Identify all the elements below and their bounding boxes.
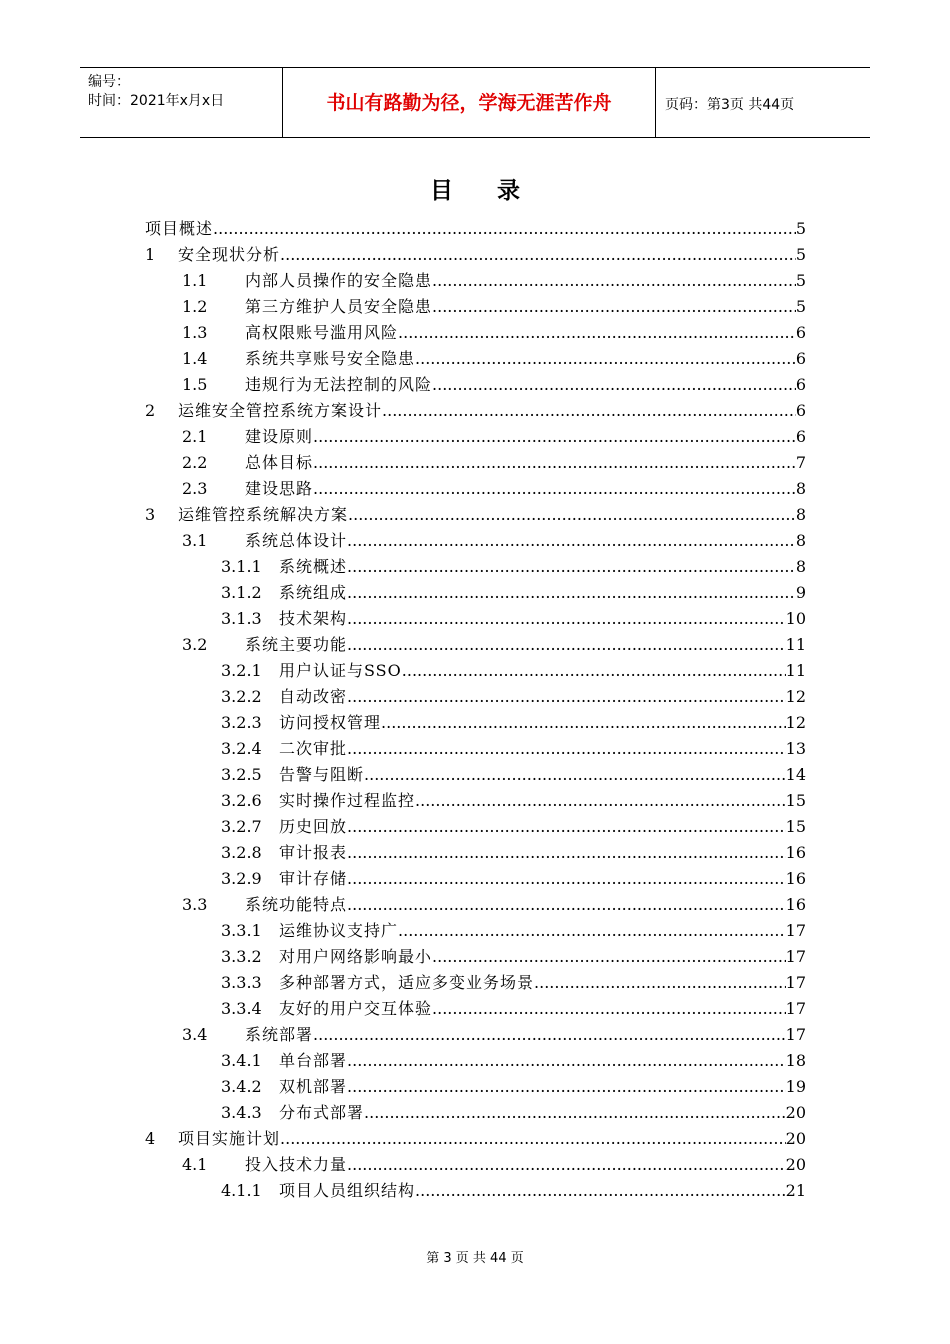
toc-entry-title: 建设思路 <box>245 479 314 498</box>
toc-entry-page: 17 <box>785 921 806 940</box>
toc-entry-page: 10 <box>785 609 806 628</box>
toc-entry-number: 3.2.5 <box>221 765 262 784</box>
toc-entry-page: 20 <box>785 1155 806 1174</box>
toc-leader-dots <box>364 762 786 788</box>
toc-entry-page: 6 <box>795 401 806 420</box>
toc-leader-dots <box>432 996 786 1022</box>
toc-entry-page: 19 <box>785 1077 806 1096</box>
toc-entry[interactable] <box>182 346 806 372</box>
toc-leader-dots <box>347 1074 786 1100</box>
toc-entry[interactable] <box>221 658 806 684</box>
toc-entry-title: 项目实施计划 <box>178 1129 281 1148</box>
toc-entry-page: 6 <box>795 349 806 368</box>
toc-entry-number: 3.1.1 <box>221 557 262 576</box>
toc-entry[interactable] <box>145 216 806 242</box>
toc-entry-title: 审计存储 <box>279 869 348 888</box>
toc-entry-line <box>279 710 806 736</box>
toc-entry-title: 运维协议支持广 <box>279 921 399 940</box>
toc-entry-line <box>245 632 806 658</box>
toc-entry-page: 17 <box>785 1025 806 1044</box>
toc-entry[interactable] <box>145 398 806 424</box>
toc-entry-page: 6 <box>795 323 806 342</box>
toc-leader-dots <box>432 268 796 294</box>
toc-entry-page: 17 <box>785 999 806 1018</box>
toc-entry[interactable] <box>221 866 806 892</box>
toc-entry-page: 17 <box>785 947 806 966</box>
toc-entry-page: 12 <box>785 687 806 706</box>
toc-entry-line <box>145 216 806 242</box>
toc-entry-number: 2.2 <box>182 453 208 472</box>
toc-entry-line <box>279 970 806 996</box>
toc-entry-line <box>279 840 806 866</box>
toc-entry-page: 16 <box>785 869 806 888</box>
toc-leader-dots <box>347 580 796 606</box>
toc-entry-number: 1.5 <box>182 375 208 394</box>
toc-entry-line <box>245 346 806 372</box>
toc-entry[interactable] <box>182 294 806 320</box>
toc-leader-dots <box>347 866 786 892</box>
toc-entry-page: 8 <box>795 557 806 576</box>
toc-entry-number: 1.2 <box>182 297 208 316</box>
toc-entry-line <box>178 242 806 268</box>
toc-title: 目录 <box>430 178 564 204</box>
toc-leader-dots <box>313 450 796 476</box>
toc-entry-number: 4.1 <box>182 1155 208 1174</box>
toc-entry-title: 运维管控系统解决方案 <box>178 505 349 524</box>
toc-entry-line <box>245 294 806 320</box>
toc-entry-title: 访问授权管理 <box>279 713 382 732</box>
toc-entry[interactable] <box>221 1074 806 1100</box>
toc-entry-page: 5 <box>795 245 806 264</box>
toc-entry-page: 20 <box>785 1103 806 1122</box>
toc-entry-line <box>245 1022 806 1048</box>
toc-entry-line <box>279 658 806 684</box>
toc-entry-number: 1 <box>145 245 156 264</box>
toc-leader-dots <box>415 1178 786 1204</box>
toc-entry-line <box>279 866 806 892</box>
toc-leader-dots <box>348 502 796 528</box>
toc-entry-title: 系统共享账号安全隐患 <box>245 349 416 368</box>
toc-entry-number: 3.3.3 <box>221 973 262 992</box>
toc-entry-title: 系统部署 <box>245 1025 314 1044</box>
toc-entry-page: 16 <box>785 895 806 914</box>
toc-entry-page: 8 <box>795 479 806 498</box>
toc-entry[interactable] <box>182 320 806 346</box>
toc-entry-number: 3.2.4 <box>221 739 262 758</box>
toc-entry-number: 3.4.3 <box>221 1103 262 1122</box>
toc-leader-dots <box>347 814 786 840</box>
header-page-info: 页码：第3页 共44页 <box>665 97 795 113</box>
toc-entry-line <box>279 684 806 710</box>
toc-entry-title: 系统功能特点 <box>245 895 348 914</box>
toc-entry-line <box>245 372 806 398</box>
toc-entry[interactable] <box>182 450 806 476</box>
toc-entry-title: 系统组成 <box>279 583 348 602</box>
toc-leader-dots <box>313 476 796 502</box>
toc-entry-title: 实时操作过程监控 <box>279 791 416 810</box>
toc-leader-dots <box>415 788 786 814</box>
toc-leader-dots <box>347 892 786 918</box>
toc-entry-title: 系统主要功能 <box>245 635 348 654</box>
toc-entry-number: 3.2.9 <box>221 869 262 888</box>
toc-entry-title: 项目概述 <box>145 219 214 238</box>
toc-entry-page: 8 <box>795 531 806 550</box>
toc-entry-line <box>245 424 806 450</box>
toc-leader-dots <box>347 632 786 658</box>
toc-entry-line <box>245 476 806 502</box>
page-header <box>80 67 870 138</box>
toc-leader-dots <box>313 1022 786 1048</box>
toc-entry[interactable] <box>182 268 806 294</box>
toc-entry-title: 二次审批 <box>279 739 348 758</box>
toc-entry[interactable] <box>221 710 806 736</box>
toc-entry-title: 安全现状分析 <box>178 245 281 264</box>
toc-leader-dots <box>382 398 796 424</box>
toc-entry-number: 3.2.7 <box>221 817 262 836</box>
toc-leader-dots <box>347 554 796 580</box>
toc-entry-number: 3.2.3 <box>221 713 262 732</box>
toc-entry[interactable] <box>145 502 806 528</box>
toc-entry-number: 3.2.1 <box>221 661 262 680</box>
toc-entry[interactable] <box>221 736 806 762</box>
toc-entry[interactable] <box>182 892 806 918</box>
toc-entry-line <box>279 1048 806 1074</box>
document-number-label: 编号： <box>88 74 130 90</box>
toc-entry-title: 双机部署 <box>279 1077 348 1096</box>
toc-entry-title: 系统概述 <box>279 557 348 576</box>
toc-entry[interactable] <box>221 944 806 970</box>
toc-entry[interactable] <box>182 424 806 450</box>
toc-leader-dots <box>213 216 796 242</box>
toc-entry[interactable] <box>221 840 806 866</box>
toc-entry[interactable] <box>182 528 806 554</box>
toc-entry[interactable] <box>221 1100 806 1126</box>
toc-entry-page: 11 <box>785 635 806 654</box>
toc-entry-line <box>178 1126 806 1152</box>
toc-entry-page: 16 <box>785 843 806 862</box>
toc-leader-dots <box>364 1100 786 1126</box>
toc-entry-page: 5 <box>795 297 806 316</box>
toc-entry-line <box>279 1074 806 1100</box>
toc-entry[interactable] <box>145 1126 806 1152</box>
toc-entry-line <box>245 892 806 918</box>
toc-entry[interactable] <box>221 606 806 632</box>
toc-entry-number: 3.3.2 <box>221 947 262 966</box>
toc-entry-title: 高权限账号滥用风险 <box>245 323 399 342</box>
toc-entry[interactable] <box>221 1178 806 1204</box>
toc-entry-number: 3 <box>145 505 156 524</box>
toc-entry[interactable] <box>221 1048 806 1074</box>
toc-entry-number: 1.4 <box>182 349 208 368</box>
toc-leader-dots <box>398 918 786 944</box>
toc-leader-dots <box>381 710 786 736</box>
header-motto: 书山有路勤为径，学海无涯苦作舟 <box>326 92 612 114</box>
toc-entry[interactable] <box>182 372 806 398</box>
toc-leader-dots <box>398 320 796 346</box>
toc-entry-title: 项目人员组织结构 <box>279 1181 416 1200</box>
toc-leader-dots <box>347 736 786 762</box>
toc-entry-page: 6 <box>795 375 806 394</box>
toc-entry[interactable] <box>182 632 806 658</box>
toc-entry-title: 告警与阻断 <box>279 765 365 784</box>
toc-entry-number: 3.1 <box>182 531 208 550</box>
toc-leader-dots <box>347 1152 786 1178</box>
header-motto-cell <box>283 68 656 137</box>
toc-entry-page: 14 <box>785 765 806 784</box>
toc-entry-number: 3.2.6 <box>221 791 262 810</box>
toc-entry[interactable] <box>182 476 806 502</box>
toc-entry[interactable] <box>221 996 806 1022</box>
page-footer: 第 3 页 共 44 页 <box>426 1251 524 1266</box>
toc-entry-number: 2.3 <box>182 479 208 498</box>
toc-entry-page: 18 <box>785 1051 806 1070</box>
toc-entry-page: 6 <box>795 427 806 446</box>
toc-entry-title: 违规行为无法控制的风险 <box>245 375 433 394</box>
toc-entry-page: 11 <box>785 661 806 680</box>
toc-entry-title: 建设原则 <box>245 427 314 446</box>
toc-entry-number: 4.1.1 <box>221 1181 262 1200</box>
toc-leader-dots <box>432 372 796 398</box>
toc-entry-number: 3.2.2 <box>221 687 262 706</box>
toc-entry-line <box>178 398 806 424</box>
toc-leader-dots <box>347 528 796 554</box>
toc-leader-dots <box>415 346 796 372</box>
toc-entry-page: 13 <box>785 739 806 758</box>
toc-entry[interactable] <box>221 762 806 788</box>
document-time-label: 时间：2021年x月x日 <box>88 93 225 109</box>
toc-entry-page: 5 <box>795 271 806 290</box>
toc-entry-page: 15 <box>785 791 806 810</box>
toc-entry[interactable] <box>182 1152 806 1178</box>
toc-entry-line <box>279 918 806 944</box>
toc-entry-number: 3.4 <box>182 1025 208 1044</box>
toc-entry-line <box>245 450 806 476</box>
toc-entry-title: 运维安全管控系统方案设计 <box>178 401 383 420</box>
toc-entry-title: 内部人员操作的安全隐患 <box>245 271 433 290</box>
toc-entry[interactable] <box>221 788 806 814</box>
toc-entry-title: 分布式部署 <box>279 1103 365 1122</box>
toc-leader-dots <box>432 944 786 970</box>
toc-entry-line <box>279 1100 806 1126</box>
toc-entry-title: 友好的用户交互体验 <box>279 999 433 1018</box>
toc-entry[interactable] <box>221 554 806 580</box>
toc-entry-title: 投入技术力量 <box>245 1155 348 1174</box>
toc-entry-number: 3.4.2 <box>221 1077 262 1096</box>
toc-leader-dots <box>402 658 786 684</box>
toc-entry-title: 总体目标 <box>245 453 314 472</box>
toc-entry-title: 历史回放 <box>279 817 348 836</box>
toc-entry-number: 3.3.4 <box>221 999 262 1018</box>
toc-entry-line <box>279 788 806 814</box>
toc-entry-title: 单台部署 <box>279 1051 348 1070</box>
toc-entry-line <box>245 1152 806 1178</box>
header-meta-cell <box>80 68 283 137</box>
toc-entry-title: 第三方维护人员安全隐患 <box>245 297 433 316</box>
toc-entry-line <box>178 502 806 528</box>
toc-entry-line <box>279 762 806 788</box>
toc-entry[interactable] <box>221 684 806 710</box>
toc-entry[interactable] <box>221 918 806 944</box>
toc-entry[interactable] <box>221 580 806 606</box>
toc-entry-line <box>245 320 806 346</box>
toc-entry-line <box>279 580 806 606</box>
toc-entry-line <box>279 944 806 970</box>
toc-leader-dots <box>347 606 786 632</box>
toc-entry-page: 20 <box>785 1129 806 1148</box>
toc-entry-page: 5 <box>795 219 806 238</box>
toc-entry-title: 审计报表 <box>279 843 348 862</box>
toc-entry-line <box>245 268 806 294</box>
toc-entry-title: 系统总体设计 <box>245 531 348 550</box>
toc-leader-dots <box>534 970 786 996</box>
toc-entry-number: 4 <box>145 1129 156 1148</box>
toc-entry[interactable] <box>145 242 806 268</box>
toc-leader-dots <box>347 1048 786 1074</box>
toc-entry-line <box>279 996 806 1022</box>
toc-entry[interactable] <box>221 970 806 996</box>
toc-entry-number: 2 <box>145 401 156 420</box>
toc-entry-number: 1.1 <box>182 271 208 290</box>
toc-entry-number: 1.3 <box>182 323 208 342</box>
toc-entry-title: 技术架构 <box>279 609 348 628</box>
toc-entry-line <box>245 528 806 554</box>
toc-entry[interactable] <box>221 814 806 840</box>
toc-entry-page: 9 <box>795 583 806 602</box>
toc-leader-dots <box>280 242 796 268</box>
toc-entry[interactable] <box>182 1022 806 1048</box>
toc-entry-number: 3.3 <box>182 895 208 914</box>
toc-entry-page: 21 <box>785 1181 806 1200</box>
toc-leader-dots <box>347 684 786 710</box>
toc-leader-dots <box>280 1126 786 1152</box>
toc-entry-line <box>279 1178 806 1204</box>
toc-entry-title: 多种部署方式，适应多变业务场景 <box>279 973 535 992</box>
toc-entry-line <box>279 606 806 632</box>
toc-entry-line <box>279 554 806 580</box>
toc-leader-dots <box>313 424 796 450</box>
toc-leader-dots <box>347 840 786 866</box>
toc-entry-number: 2.1 <box>182 427 208 446</box>
toc-entry-page: 8 <box>795 505 806 524</box>
toc-entry-number: 3.3.1 <box>221 921 262 940</box>
toc-entry-page: 17 <box>785 973 806 992</box>
toc-leader-dots <box>432 294 796 320</box>
toc-entry-page: 15 <box>785 817 806 836</box>
header-page-cell <box>656 68 870 137</box>
toc-entry-number: 3.2 <box>182 635 208 654</box>
toc-entry-page: 7 <box>795 453 806 472</box>
toc-entry-number: 3.1.3 <box>221 609 262 628</box>
toc-entry-number: 3.1.2 <box>221 583 262 602</box>
toc-entry-page: 12 <box>785 713 806 732</box>
toc-entry-line <box>279 814 806 840</box>
toc-entry-title: 自动改密 <box>279 687 348 706</box>
toc-entry-title: 对用户网络影响最小 <box>279 947 433 966</box>
toc-entry-line <box>279 736 806 762</box>
toc-entry-number: 3.2.8 <box>221 843 262 862</box>
toc-entry-number: 3.4.1 <box>221 1051 262 1070</box>
toc-entry-title: 用户认证与SSO <box>279 661 402 680</box>
